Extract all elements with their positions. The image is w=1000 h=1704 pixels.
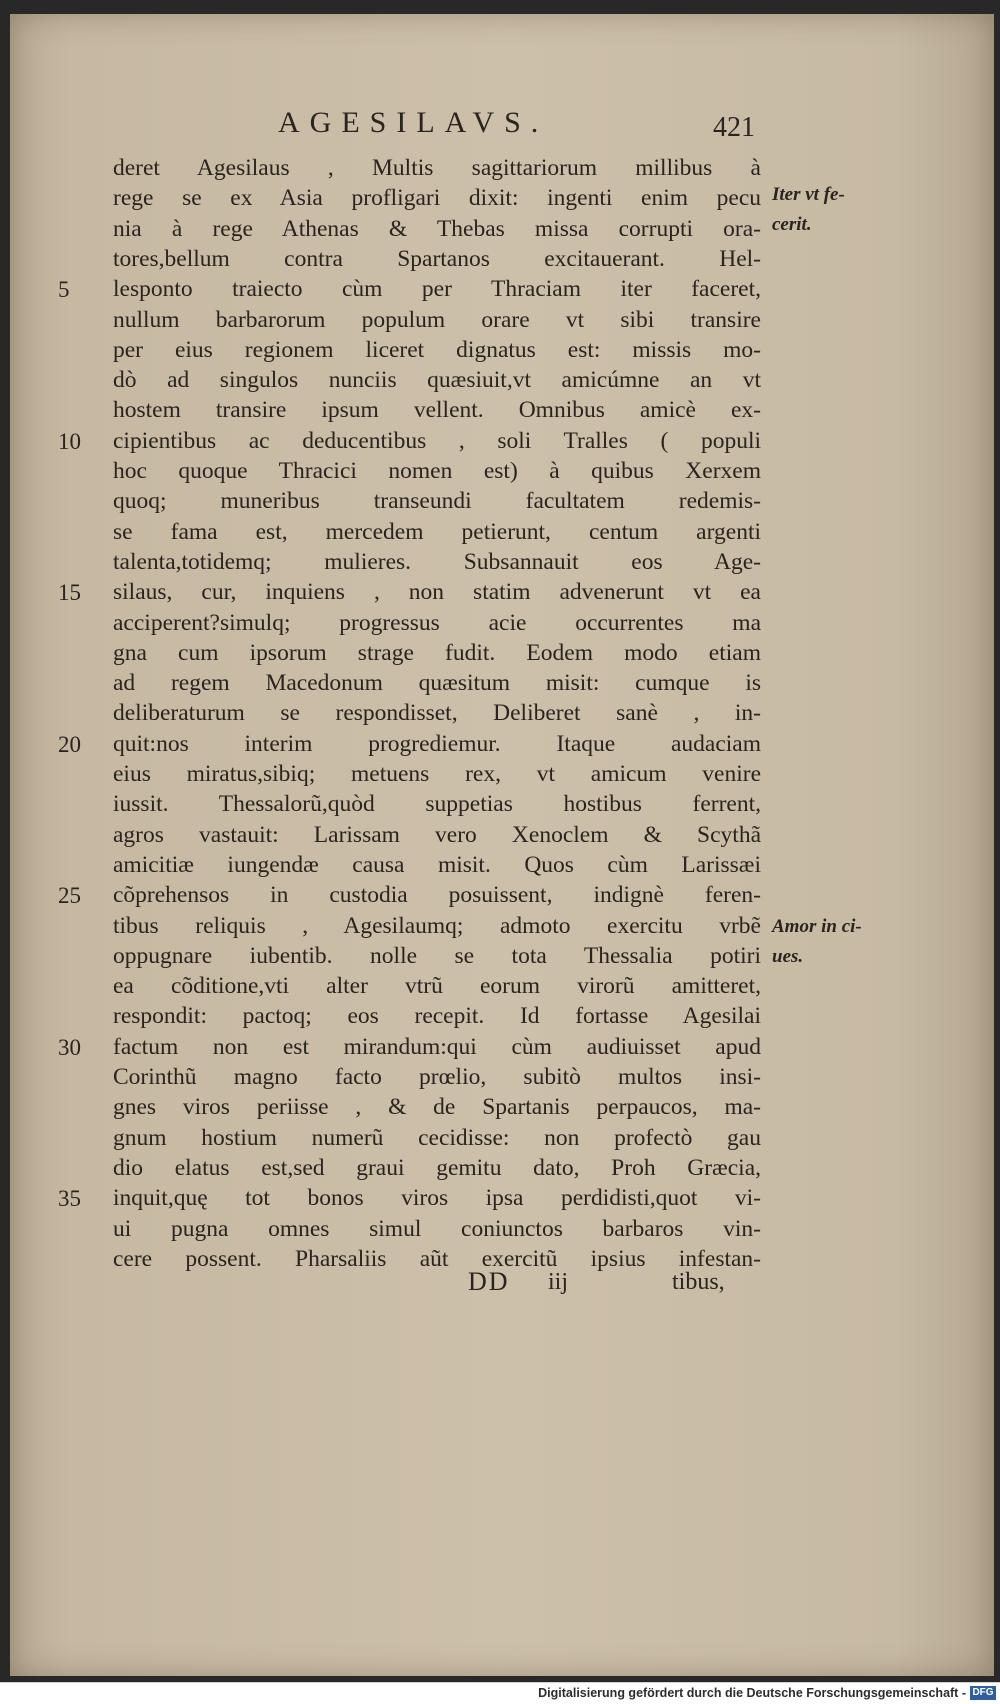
text-line: dò ad singulos nunciis quæsiuit,vt amicúmne an vt (113, 367, 761, 393)
text-line: nia à rege Athenas & Thebas missa corrupti ora- (113, 216, 761, 242)
text-line: tores,bellum contra Spartanos excitauerant. Hel- (113, 246, 761, 272)
running-head: AGESILAVS. (278, 106, 549, 139)
text-line: amicitiæ iungendæ causa misit. Quos cùm Larissæi (113, 852, 761, 878)
text-line: ea cõditione,vti alter vtrũ eorum virorũ amitteret, (113, 973, 761, 999)
text-line: silaus, cur, inquiens , non statim advenerunt vt ea (113, 579, 761, 605)
line-number (58, 849, 106, 882)
line-number (58, 516, 106, 549)
text-line: gnum hostium numerũ cecidisse: non profectò gau (113, 1125, 761, 1151)
line-number (58, 546, 106, 579)
text-line: nullum barbarorum populum orare vt sibi transire (113, 307, 761, 333)
text-line: acciperent?simulq; progressus acie occurrentes ma (113, 610, 761, 636)
signature-mark: DD (468, 1267, 510, 1296)
text-line: oppugnare iubentib. nolle se tota Thessalia potiri (113, 943, 761, 969)
line-number (58, 1000, 106, 1033)
text-line: quit:nos interim progrediemur. Itaque audaciam (113, 731, 761, 757)
marginal-note-line: Amor in ci- (772, 916, 862, 937)
line-number (58, 788, 106, 821)
line-number (58, 1243, 106, 1276)
funding-notice: Digitalisierung gefördert durch die Deutsche Forschungsgemeinschaft - (538, 1686, 966, 1700)
line-number (58, 758, 106, 791)
text-line: ad regem Macedonum quæsitum misit: cumque is (113, 670, 761, 696)
text-line: hostem transire ipsum vellent. Omnibus amicè ex- (113, 397, 761, 423)
line-number (58, 485, 106, 518)
text-line: rege se ex Asia profligari dixit: ingenti enim pecu (113, 185, 761, 211)
text-line: deret Agesilaus , Multis sagittariorum millibus à (113, 155, 761, 181)
line-number: 30 (58, 1035, 81, 1060)
line-number: 15 (58, 580, 81, 605)
line-number: 20 (58, 732, 81, 757)
line-number (58, 243, 106, 276)
line-number (58, 152, 106, 185)
line-number (58, 1091, 106, 1124)
text-line: se fama est, mercedem petierunt, centum argenti (113, 519, 761, 545)
marginal-note (772, 180, 902, 240)
marginal-note (772, 912, 902, 972)
line-number (58, 970, 106, 1003)
text-line: respondit: pactoq; eos recepit. Id fortasse Agesilai (113, 1003, 761, 1029)
line-number (58, 455, 106, 488)
book-page-sheet (10, 14, 994, 1676)
line-number (58, 697, 106, 730)
line-number (58, 1152, 106, 1185)
line-number: 10 (58, 429, 81, 454)
line-number: 25 (58, 883, 81, 908)
line-number (58, 334, 106, 367)
signature-number: iij (548, 1269, 569, 1295)
text-line: quoq; muneribus transeundi facultatem redemis- (113, 488, 761, 514)
line-number (58, 213, 106, 246)
text-line: inquit,quę tot bonos viros ipsa perdidisti,quot vi- (113, 1185, 761, 1211)
footer-bar (0, 1682, 1000, 1704)
text-line: hoc quoque Thracici nomen est) à quibus Xerxem (113, 458, 761, 484)
text-line: dio elatus est,sed graui gemitu dato, Proh Græcia, (113, 1155, 761, 1181)
text-line: factum non est mirandum:qui cùm audiuisset apud (113, 1034, 761, 1060)
dfg-logo-icon: DFG (970, 1686, 996, 1700)
line-number (58, 304, 106, 337)
page-number: 421 (713, 112, 755, 143)
line-number (58, 940, 106, 973)
text-line: iussit. Thessalorũ,quòd suppetias hostibus ferrent, (113, 791, 761, 817)
text-line: tibus reliquis , Agesilaumq; admoto exercitu vrbẽ (113, 913, 761, 939)
text-line: deliberaturum se respondisset, Deliberet sanè , in- (113, 700, 761, 726)
line-number (58, 607, 106, 640)
text-line: Corinthũ magno facto prœlio, subitò multos insi- (113, 1064, 761, 1090)
line-number (58, 1122, 106, 1155)
line-number (58, 1061, 106, 1094)
marginal-note-line: ues. (772, 946, 804, 967)
line-number: 35 (58, 1186, 81, 1211)
line-number (58, 1213, 106, 1246)
text-line: gnes viros periisse , & de Spartanis perpaucos, ma- (113, 1094, 761, 1120)
text-line: eius miratus,sibiq; metuens rex, vt amicum venire (113, 761, 761, 787)
text-line: per eius regionem liceret dignatus est: missis mo- (113, 337, 761, 363)
text-line: cere possent. Pharsaliis aũt exercitũ ipsius infestan- (113, 1246, 761, 1272)
line-number (58, 364, 106, 397)
line-number (58, 394, 106, 427)
line-number: 5 (58, 277, 70, 302)
text-line: agros vastauit: Larissam vero Xenoclem & Scythã (113, 822, 761, 848)
text-line: ui pugna omnes simul coniunctos barbaros vin- (113, 1216, 761, 1242)
line-number (58, 910, 106, 943)
text-line: cõprehensos in custodia posuissent, indignè feren- (113, 882, 761, 908)
line-number (58, 182, 106, 215)
text-line: lesponto traiecto cùm per Thraciam iter faceret, (113, 276, 761, 302)
text-line: cipientibus ac deducentibus , soli Tralles ( populi (113, 428, 761, 454)
catchword: tibus, (672, 1269, 725, 1295)
marginal-note-line: cerit. (772, 214, 812, 235)
line-number (58, 667, 106, 700)
text-line: talenta,totidemq; mulieres. Subsannauit eos Age- (113, 549, 761, 575)
line-number (58, 637, 106, 670)
line-number (58, 819, 106, 852)
marginal-note-line: Iter vt fe- (772, 184, 845, 205)
text-line: gna cum ipsorum strage fudit. Eodem modo etiam (113, 640, 761, 666)
